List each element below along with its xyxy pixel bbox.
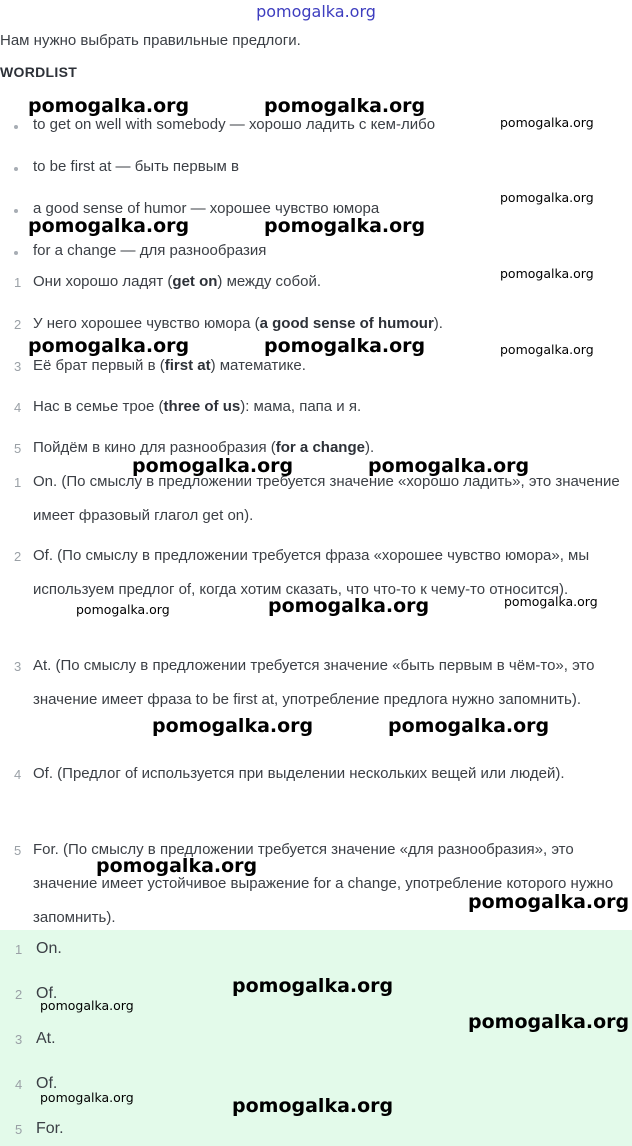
watermark: pomogalka.org [232, 975, 394, 997]
sentence-number: 1 [14, 275, 22, 290]
bullet-icon [14, 167, 18, 171]
watermark: pomogalka.org [264, 215, 426, 237]
answer-number: 1 [15, 942, 23, 957]
watermark: pomogalka.org [132, 455, 294, 477]
sentence: Пойдём в кино для разнообразия (for a change). [33, 439, 375, 456]
explanation-number: 4 [14, 767, 22, 782]
wordlist-item: for a change — для разнообразия [33, 242, 267, 259]
watermark: pomogalka.org [468, 891, 630, 913]
explanation: Of. (По смыслу в предложении требуется фраза «хорошее чувство юмора», мы используем предлог of, когда хотим сказать, что что-то к чему-то относится). [33, 547, 590, 598]
explanation: For. (По смыслу в предложении требуется значение «для разнообразия», это значение имеет устойчивое выражение for a change, употребление которого нужно запомнить). [33, 841, 614, 926]
answer-number: 2 [15, 987, 23, 1002]
watermark: pomogalka.org [500, 266, 594, 281]
answer: Of. [36, 1075, 58, 1092]
watermark: pomogalka.org [76, 602, 170, 617]
watermark: pomogalka.org [264, 335, 426, 357]
sentence-number: 4 [14, 400, 22, 415]
watermark: pomogalka.org [40, 1090, 134, 1105]
watermark: pomogalka.org [28, 95, 190, 117]
answer: For. [36, 1120, 64, 1137]
explanation-number: 1 [14, 475, 22, 490]
watermark: pomogalka.org [388, 715, 550, 737]
explanation: On. (По смыслу в предложении требуется значение «хорошо ладить», это значение имеет фразовый глагол get on). [33, 473, 620, 524]
watermark: pomogalka.org [40, 998, 134, 1013]
answer: At. [36, 1030, 56, 1047]
wordlist-item: a good sense of humor — хорошее чувство юмора [33, 200, 380, 217]
sentence: Они хорошо ладят (get on) между собой. [33, 273, 321, 290]
sentence: У него хорошее чувство юмора (a good sense of humour). [33, 315, 443, 332]
wordlist-title: WORDLIST [0, 64, 78, 80]
watermark: pomogalka.org [268, 595, 430, 617]
sentence-number: 2 [14, 317, 22, 332]
bullet-icon [14, 125, 18, 129]
watermark: pomogalka.org [500, 342, 594, 357]
sentence: Нас в семье трое (three of us): мама, папа и я. [33, 398, 362, 415]
explanation: At. (По смыслу в предложении требуется значение «быть первым в чём-то», это значение имеет фраза to be first at, употребление предлога нужно запомнить). [33, 657, 595, 708]
explanation: Of. (Предлог of используется при выделении нескольких вещей или людей). [33, 765, 565, 782]
bullet-icon [14, 209, 18, 213]
wordlist-item: to get on well with somebody — хорошо ладить с кем-либо [33, 116, 436, 133]
watermark: pomogalka.org [368, 455, 530, 477]
sentence-number: 3 [14, 359, 22, 374]
sentence-number: 5 [14, 441, 22, 456]
answer-number: 4 [15, 1077, 23, 1092]
watermark: pomogalka.org [28, 335, 190, 357]
watermark: pomogalka.org [504, 594, 598, 609]
explanation-number: 3 [14, 659, 22, 674]
explanation-number: 2 [14, 549, 22, 564]
watermark: pomogalka.org [152, 715, 314, 737]
answer-number: 5 [15, 1122, 23, 1137]
watermark: pomogalka.org [28, 215, 190, 237]
watermark: pomogalka.org [264, 95, 426, 117]
watermark: pomogalka.org [500, 115, 594, 130]
watermark: pomogalka.org [500, 190, 594, 205]
explanation-number: 5 [14, 843, 22, 858]
site-header-link[interactable]: pomogalka.org [256, 2, 376, 21]
watermark: pomogalka.org [232, 1095, 394, 1117]
sentence: Её брат первый в (first at) математике. [33, 357, 306, 374]
answer: On. [36, 940, 62, 957]
answer-number: 3 [15, 1032, 23, 1047]
watermark: pomogalka.org [468, 1011, 630, 1033]
answer: Of. [36, 985, 58, 1002]
watermark: pomogalka.org [96, 855, 258, 877]
intro-text: Нам нужно выбрать правильные предлоги. [0, 32, 301, 49]
bullet-icon [14, 251, 18, 255]
wordlist-item: to be first at — быть первым в [33, 158, 239, 175]
